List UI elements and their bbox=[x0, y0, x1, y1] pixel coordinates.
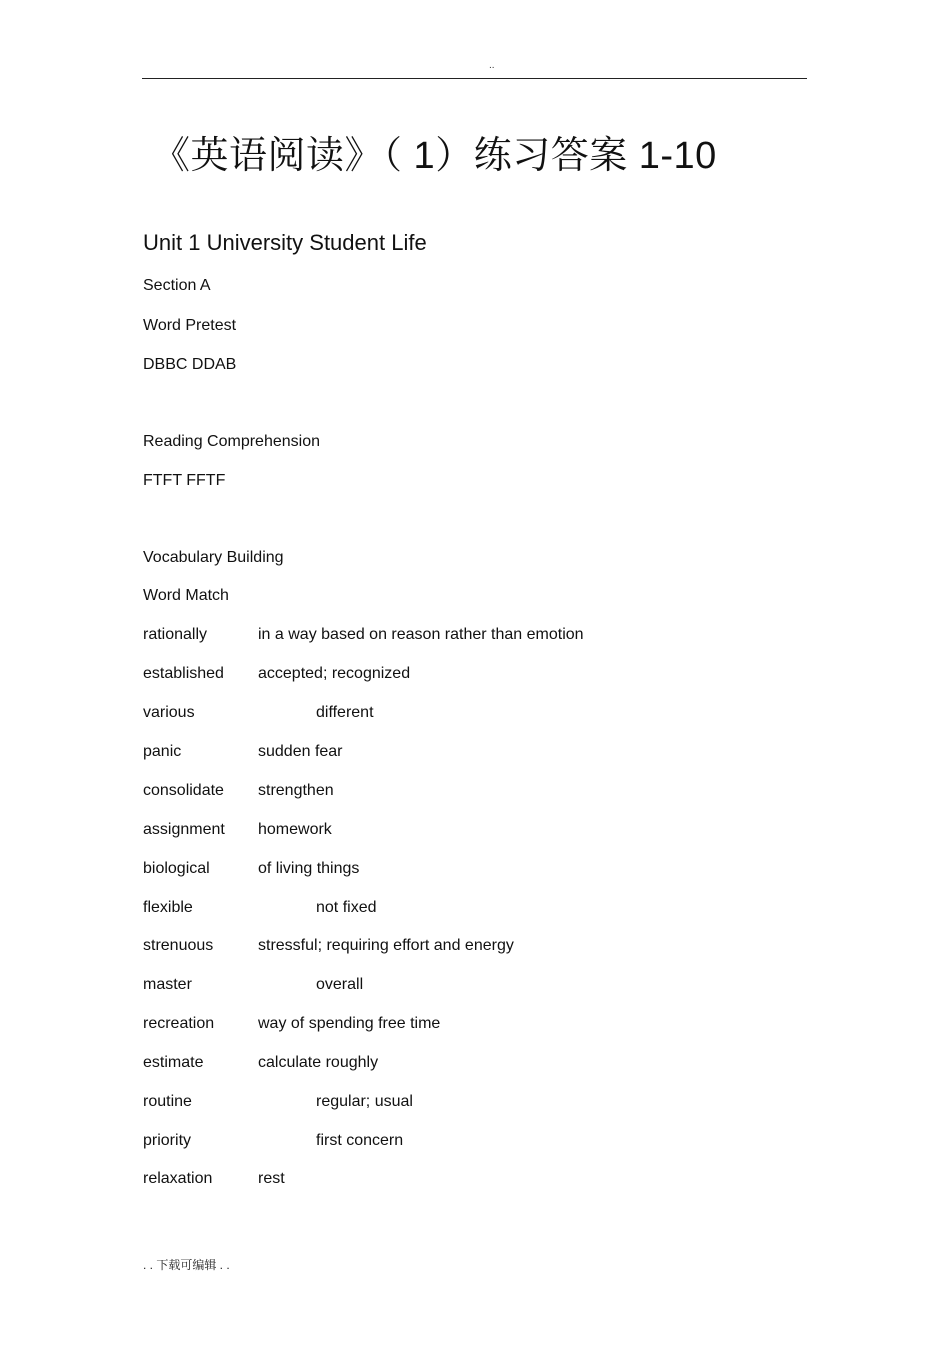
match-definition: sudden fear bbox=[258, 743, 343, 760]
word-match-row bbox=[143, 899, 743, 919]
word-pretest-label: Word Pretest bbox=[143, 317, 237, 334]
match-word: strenuous bbox=[143, 937, 214, 954]
match-definition: overall bbox=[316, 976, 364, 993]
word-match-row bbox=[143, 665, 743, 685]
word-match-row bbox=[143, 782, 743, 802]
match-definition: regular; usual bbox=[316, 1093, 413, 1110]
word-match-row bbox=[143, 821, 743, 841]
match-word: assignment bbox=[143, 821, 225, 838]
match-definition: strengthen bbox=[258, 782, 334, 799]
word-match-row bbox=[143, 626, 743, 646]
match-word: flexible bbox=[143, 899, 193, 916]
match-word: panic bbox=[143, 743, 182, 760]
match-definition: homework bbox=[258, 821, 332, 838]
reading-comprehension-answers: FTFT FFTF bbox=[143, 472, 226, 489]
section-label: Section A bbox=[143, 277, 211, 294]
word-match-row bbox=[143, 937, 743, 957]
word-match-label: Word Match bbox=[143, 587, 229, 604]
reading-comprehension-label: Reading Comprehension bbox=[143, 433, 320, 450]
match-definition: stressful; requiring effort and energy bbox=[258, 937, 514, 954]
word-match-row bbox=[143, 1054, 743, 1074]
word-match-row bbox=[143, 1132, 743, 1152]
match-word: priority bbox=[143, 1132, 192, 1149]
match-word: biological bbox=[143, 860, 210, 877]
match-word: consolidate bbox=[143, 782, 224, 799]
match-word: estimate bbox=[143, 1054, 204, 1071]
word-match-row bbox=[143, 704, 743, 724]
match-word: routine bbox=[143, 1093, 192, 1110]
match-word: master bbox=[143, 976, 192, 993]
match-word: established bbox=[143, 665, 224, 682]
match-definition: not fixed bbox=[316, 899, 377, 916]
match-definition: way of spending free time bbox=[258, 1015, 441, 1032]
match-definition: different bbox=[316, 704, 374, 721]
word-pretest-answers: DBBC DDAB bbox=[143, 356, 237, 373]
match-word: various bbox=[143, 704, 195, 721]
word-match-row bbox=[143, 860, 743, 880]
match-definition: rest bbox=[258, 1170, 285, 1187]
page-footer: . . 下载可编辑 . . bbox=[143, 1258, 230, 1272]
word-match-row bbox=[143, 1093, 743, 1113]
word-match-row bbox=[143, 1170, 743, 1190]
word-match-row bbox=[143, 1015, 743, 1035]
match-definition: calculate roughly bbox=[258, 1054, 379, 1071]
header-rule bbox=[142, 78, 807, 79]
match-definition: of living things bbox=[258, 860, 360, 877]
match-definition: first concern bbox=[316, 1132, 404, 1149]
vocabulary-building-label: Vocabulary Building bbox=[143, 549, 284, 566]
document-title: 《英语阅读》（ 1）练习答案 1-10 bbox=[152, 135, 717, 177]
match-definition: in a way based on reason rather than emotion bbox=[258, 626, 584, 643]
match-word: recreation bbox=[143, 1015, 215, 1032]
match-word: relaxation bbox=[143, 1170, 213, 1187]
unit-title: Unit 1 University Student Life bbox=[143, 230, 427, 255]
header-dots: .. bbox=[489, 60, 495, 71]
word-match-row bbox=[143, 976, 743, 996]
word-match-row bbox=[143, 743, 743, 763]
match-word: rationally bbox=[143, 626, 208, 643]
match-definition: accepted; recognized bbox=[258, 665, 411, 682]
